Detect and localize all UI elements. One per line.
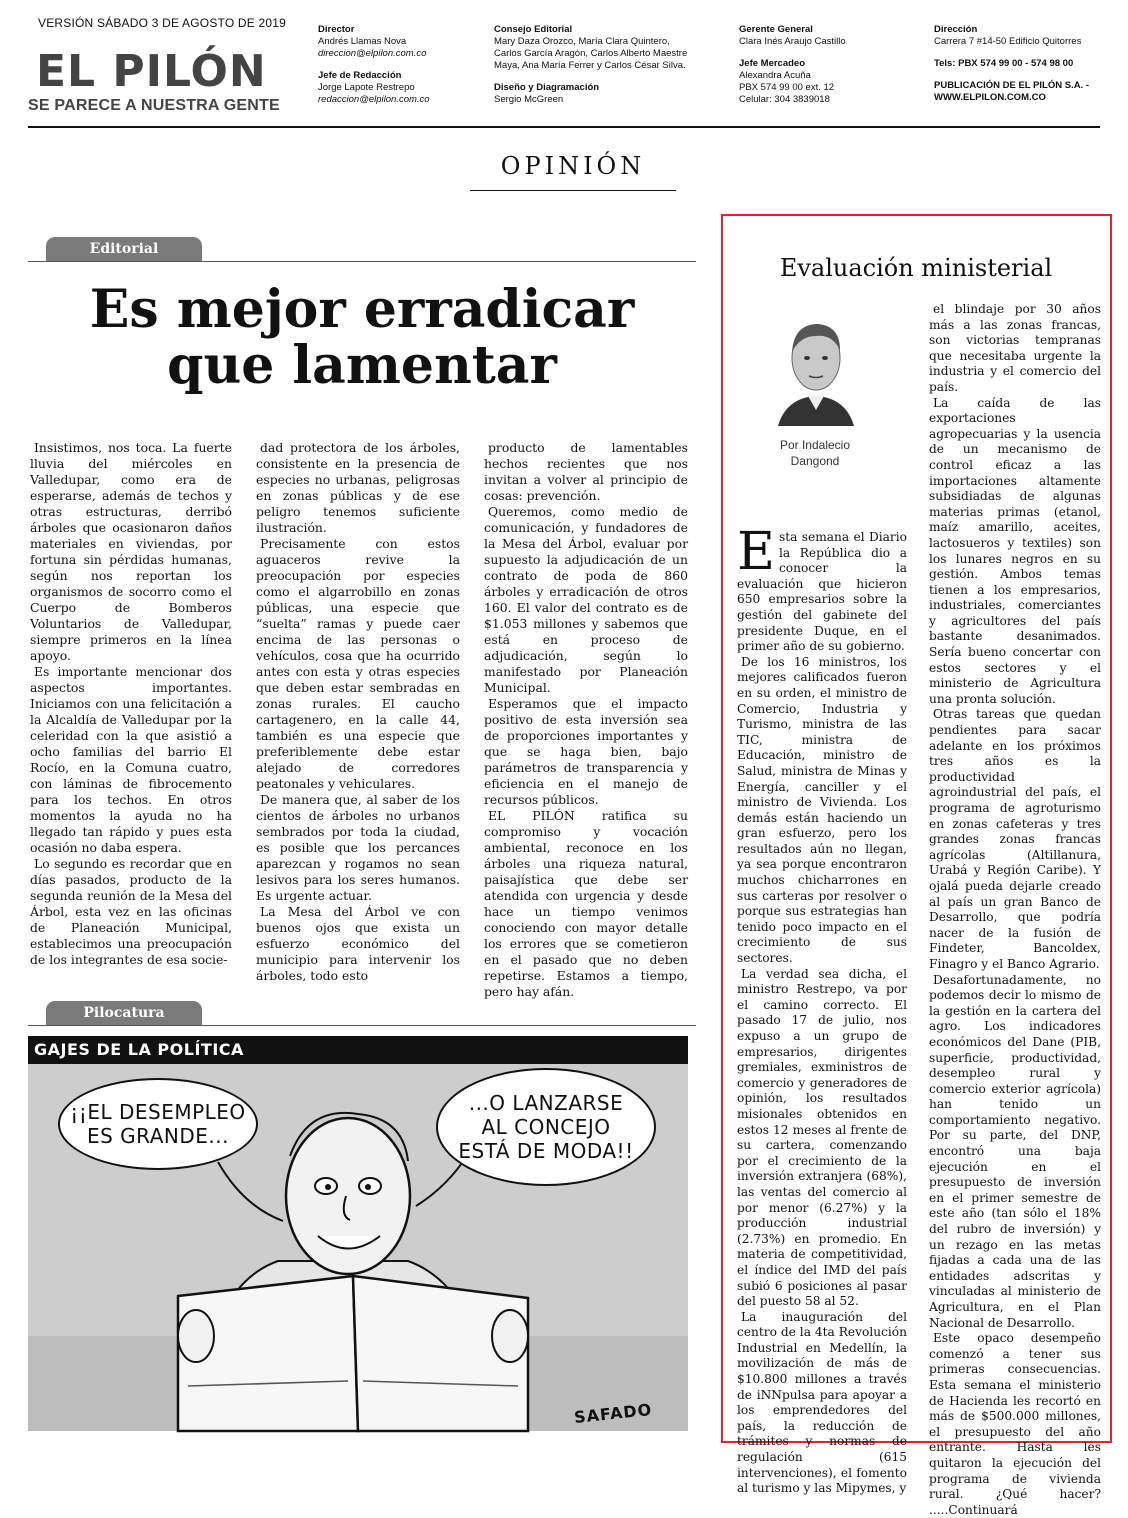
staff-phone: Celular: 304 3839018 bbox=[739, 94, 830, 105]
staff-role: Jefe Mercadeo bbox=[739, 58, 806, 69]
staff-name: Alexandra Acuña bbox=[739, 70, 811, 81]
author-portrait bbox=[776, 306, 856, 426]
bubble-text: ESTÁ DE MODA!! bbox=[458, 1139, 634, 1163]
editorial-headline bbox=[28, 279, 696, 396]
paragraph: De los 16 ministros, los mejores calificados fueron en su orden, el ministro de Comercio, Industria y Turismo, ministra de las TIC, ministra de Educación, ministro de Salud, ministra de Minas y Energía, canciller y el ministro de Vivienda. Los demás están haciendo un gran esfuerzo, pero los resultados aún no llegan, ya sea porque encontraron muchos chicharrones en sus carteras por resolver o porque sus estrategias han tenido poco impacto en el crecimiento de sus sectores. bbox=[737, 654, 907, 966]
paragraph bbox=[737, 522, 907, 655]
paragraph: La verdad sea dicha, el ministro Restrepo, va por el camino correcto. El pasado 17 de julio, nos expuso a un grupo de empresarios, dirigentes gremiales, exministros de comercio y generadores de opinión, los resultados misionales obtenidos en estos 12 meses al frente de su cartera, comenzando por el crecimiento de la inversión extranjera (68%), las ventas del comercio al por menor (6.27%) y la producción industrial (2.73%) en promedio. En materia de competitividad, el índice del IMD del país subió 6 posiciones al pasar del puesto 58 al 52. bbox=[737, 966, 907, 1309]
paragraph: De manera que, al saber de los cientos de árboles no urbanos sembrados por toda la ciudad, es posible que los percances aparezcan y rogamos no sean lesivos para los seres humanos. Es urgente actuar. bbox=[256, 792, 460, 903]
paragraph: dad protectora de los árboles, consistente en la presencia de especies no urbanas, peligrosas en zonas públicas y de ese peligro tenemos suficiente ilustración. bbox=[256, 440, 460, 535]
bubble-text: ¡¡EL DESEMPLEO bbox=[70, 1100, 246, 1124]
staff-gerencia-block bbox=[739, 24, 846, 106]
section-underline bbox=[470, 190, 676, 191]
paragraph: Queremos, como medio de comunicación, y fundadores de la Mesa del Árbol, evaluar por supuesto la adjudicación de un contrato de poda de 860 árboles y erradicación de otros 160. El valor del contrato es de $1.053 millones y sabemos que está en proceso de adjudicación, según lo manifestado por Planeación Municipal. bbox=[484, 504, 688, 695]
paragraph: La Mesa del Árbol ve con buenos ojos que exista un esfuerzo económico del municipio para intervenir los árboles, todo esto bbox=[256, 904, 460, 983]
opinion-column-a bbox=[737, 522, 907, 1497]
staff-name: Carlos García Aragón, Carlos Alberto Maestre bbox=[494, 48, 688, 59]
staff-role: Director bbox=[318, 24, 355, 35]
editorial-rule bbox=[28, 261, 696, 262]
paragraph-text: sta semana el Diario la República dio a conocer la evaluación que hicieron 650 empresarios sobre la gestión del gabinete del presidente Duque, en el primer año de su gobierno. bbox=[737, 530, 907, 654]
editorial-tag: Editorial bbox=[46, 237, 202, 261]
staff-direccion-block bbox=[934, 24, 1089, 104]
staff-name: Clara Inés Araujo Castillo bbox=[739, 36, 846, 47]
staff-name: Mary Daza Orozco, María Clara Quintero, bbox=[494, 36, 670, 47]
staff-name: Maya, Ana María Ferrer y Carlos César Silva. bbox=[494, 60, 686, 71]
opinion-byline bbox=[760, 437, 870, 469]
headline-line: que lamentar bbox=[167, 335, 557, 396]
paragraph: Este opaco desempeño comenzó a tener sus primeras consecuencias. Esta semana el ministerio de Hacienda les recortó en más de $500.000 millones, el presupuesto del año entrante. Hasta les quitaron la ejecución del programa de vivienda rural. ¿Qué hacer? .....Continuará bbox=[929, 1331, 1101, 1517]
staff-name: Jorge Lapote Restrepo bbox=[318, 82, 415, 93]
staff-phone: PBX 574 99 00 ext. 12 bbox=[739, 82, 835, 93]
paragraph: La inauguración del centro de la 4ta Revolución Industrial en Medellín, la movilización de más de $10.800 millones a través de iNNpulsa para apoyar a los emprendedores del país, la reducción de trámites y normas de regulación (615 intervenciones), el fomento al turismo y las Mipymes, y bbox=[737, 1309, 907, 1496]
staff-email: redaccion@elpilon.com.co bbox=[318, 94, 430, 105]
opinion-column-title: Evaluación ministerial bbox=[779, 254, 1053, 282]
staff-email: direccion@elpilon.com.co bbox=[318, 48, 427, 59]
paragraph: Precisamente con estos aguaceros revive la preocupación por especies como el algarrobillo en zonas públicas, una especie que “suelta” ramas y puede caer encima de las personas o vehículos, cosa que ha ocurrido antes con esta y otras especies que deben estar sembradas en zonas rurales. El caucho cartagenero, en la calle 44, también es una especie que preferiblemente debe estar alejado de corredores peatonales y vehiculares. bbox=[256, 536, 460, 791]
staff-role: Consejo Editorial bbox=[494, 24, 573, 35]
editorial-column-1 bbox=[30, 440, 232, 968]
masthead-divider bbox=[28, 126, 1100, 128]
byline-author: Dangond bbox=[790, 454, 840, 468]
paragraph: Insistimos, nos toca. La fuerte lluvia del miércoles en Valledupar, como era de esperarse, además de techos y otras estructuras, derribó árboles que ocasionaron daños materiales en viviendas, por fortuna sin pérdidas humanas, según nos reportan los organismos de socorro como el Cuerpo de Bomberos Voluntarios de Valledupar, siempre primeros en la línea apoyo. bbox=[30, 440, 232, 663]
pilocatura-rule bbox=[28, 1025, 696, 1026]
edition-date: VERSIÓN SÁBADO 3 DE AGOSTO DE 2019 bbox=[38, 16, 287, 30]
publisher-website: WWW.ELPILON.COM.CO bbox=[934, 92, 1046, 103]
drop-cap: E bbox=[737, 522, 775, 582]
editorial-column-3 bbox=[484, 440, 688, 1000]
pilocatura-tag: Pilocatura bbox=[46, 1001, 202, 1025]
newspaper-slogan: SE PARECE A NUESTRA GENTE bbox=[28, 97, 280, 114]
byline-text: Por Indalecio bbox=[779, 438, 851, 452]
bubble-text: ES GRANDE... bbox=[86, 1124, 229, 1148]
opinion-column-b bbox=[929, 302, 1101, 1518]
paragraph: Es importante mencionar dos aspectos importantes. Iniciamos con una felicitación a la Alcaldía de Valledupar por la celeridad con la que asistió a ocho familias del barrio El Rocío, en la Comuna cuatro, con láminas de fibrocemento para los techos. En otros momentos la ayuda no ha llegado tan rápido y pues esta ocasión no daba espera. bbox=[30, 664, 232, 855]
section-title: OPINIÓN bbox=[500, 152, 646, 180]
paragraph: EL PILÓN ratifica su compromiso y vocación ambiental, reconoce en los árboles una riqueza natural, paisajística que debe ser atendida con urgencia y desde hace un tiempo venimos conociendo con mayor detalle los errores que se cometieron en el pasado que no deben repetirse. Estamos a tiempo, pero hay afán. bbox=[484, 808, 688, 999]
paragraph: Desafortunadamente, no podemos decir lo mismo de la gestión en la cartera del agro. Los indicadores económicos del Dane (PIB, superficie, productividad, desempleo rural y comercio exterior agrícola) han tenido un comportamiento negativo. Por su parte, del DNP, encontró una baja ejecución en el presupuesto de inversión en el primer semestre de este año (tan sólo el 18% del rubro de inversión) y un rezago en las metas fijadas a cada una de las entidades adscritas y vinculadas al ministerio de Agricultura, en el Plan Nacional de Desarrollo. bbox=[929, 972, 1101, 1330]
staff-name: Sergio McGreen bbox=[494, 94, 564, 105]
cartoon-title: GAJES DE LA POLÍTICA bbox=[28, 1036, 688, 1064]
paragraph: Lo segundo es recordar que en días pasados, producto de la segunda reunión de la Mesa del Árbol, esta vez en las oficinas de Planeación Municipal, establecimos una preocupación de los integrantes de esa socie- bbox=[30, 856, 232, 967]
author-photo bbox=[776, 306, 856, 426]
staff-name: Andrés Llamas Nova bbox=[318, 36, 407, 47]
paragraph: Esperamos que el impacto positivo de esta inversión sea de proporciones importantes y que se haga bien, bajo parámetros de transparencia y eficiencia en el manejo de recursos públicos. bbox=[484, 696, 688, 807]
paragraph: Otras tareas que quedan pendientes para sacar adelante en los próximos tres años es la productividad agroindustrial del país, el programa de agroturismo en zonas cafeteras y tres grandes zonas francas agrícolas (Altillanura, Urabá y Región Caribe). Y ojalá pueda dejarle creado al país un gran Banco de Desarrollo, que podría nacer de la fusión de Findeter, Bancoldex, Finagro y el Banco Agrario. bbox=[929, 707, 1101, 971]
staff-consejo-block bbox=[494, 24, 687, 106]
publisher-line: PUBLICACIÓN DE EL PILÓN S.A. - bbox=[934, 80, 1090, 91]
bubble-text: ...O LANZARSE bbox=[468, 1091, 624, 1115]
staff-role: Diseño y Diagramación bbox=[494, 82, 600, 93]
paragraph: el blindaje por 30 años más a las zonas francas, son victorias tempranas que necesitaba urgente la industria y el comercio del país. bbox=[929, 302, 1101, 394]
headline-line: Es mejor erradicar bbox=[89, 279, 635, 340]
staff-phone: Tels: PBX 574 99 00 - 574 98 00 bbox=[934, 58, 1074, 69]
staff-role: Jefe de Redacción bbox=[318, 70, 402, 81]
bubble-text: AL CONCEJO bbox=[481, 1115, 611, 1139]
paragraph: La caída de las exportaciones agropecuarias y la usencia de un mecanismo de control eficaz a las importaciones altamente subsidiadas de algunas materias primas (etanol, maíz amarillo, aceites, lactosueros y textiles) son los lunares negros en su gestión. Ambos temas tienen a los empresarios, industriales, comerciantes y agricultores del país bastante desanimados. Sería bueno concertar con estos sectores y el ministerio de Agricultura una pronta solución. bbox=[929, 395, 1101, 706]
newspaper-logo: EL PILÓN bbox=[36, 46, 267, 97]
staff-address: Carrera 7 #14-50 Edificio Quitorres bbox=[934, 36, 1082, 47]
paragraph: producto de lamentables hechos recientes que nos invitan a volver al principio de cosas: prevención. bbox=[484, 440, 688, 503]
editorial-column-2 bbox=[256, 440, 460, 984]
speech-bubble-left bbox=[58, 1078, 258, 1170]
cartoonist-signature: SAFADO bbox=[573, 1399, 654, 1428]
staff-role: Dirección bbox=[934, 24, 978, 35]
staff-director-block bbox=[318, 24, 430, 106]
speech-bubble-right bbox=[436, 1068, 656, 1186]
staff-role: Gerente General bbox=[739, 24, 813, 35]
